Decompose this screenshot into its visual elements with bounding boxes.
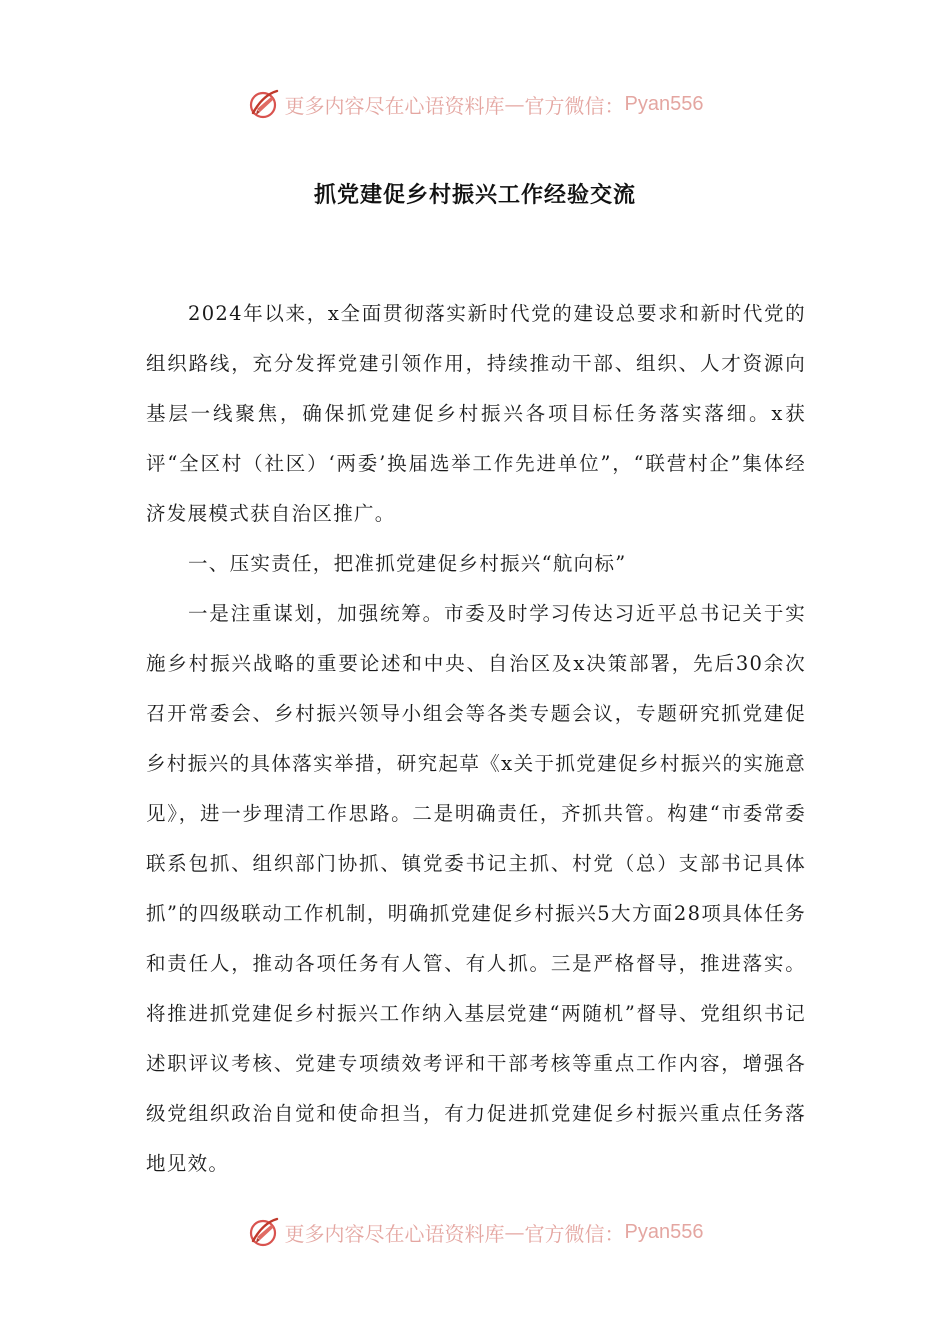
footer-banner-text: 更多内容尽在心语资料库	[284, 1221, 505, 1246]
header-banner-text: 更多内容尽在心语资料库	[284, 93, 505, 118]
footer-watermark-banner	[0, 1212, 950, 1252]
footer-banner-wechat-label: 官方微信：	[524, 1221, 625, 1246]
document-title: 抓党建促乡村振兴工作经验交流	[313, 183, 636, 208]
intro-paragraph: 2024年以来，x全面贯彻落实新时代党的建设总要求和新时代党的组织路线，充分发挥党建引领作用，持续推动干部、组织、人才资源向基层一线聚焦，确保抓党建促乡村振兴各项目标任务落实落细。x获评“全区村（社区）‘两委’换届选举工作先进单位”，“联营村企”集体经济发展模式获自治区推广。	[146, 302, 806, 525]
header-watermark-banner	[0, 84, 950, 124]
footer-banner-separator: —	[504, 1220, 525, 1244]
header-banner-wechat-id: Pyan556	[624, 92, 704, 115]
header-banner-wechat-label: 官方微信：	[524, 93, 625, 118]
document-body	[146, 289, 806, 1189]
header-banner-separator: —	[504, 92, 525, 116]
section-heading-1: 一、压实责任，把准抓党建促乡村振兴“航向标”	[188, 552, 627, 575]
footer-banner-wechat-id: Pyan556	[624, 1220, 704, 1243]
pen-circle-logo-icon	[247, 1215, 281, 1249]
pen-circle-logo-icon	[247, 87, 281, 121]
section-1-paragraph: 一是注重谋划，加强统筹。市委及时学习传达习近平总书记关于实施乡村振兴战略的重要论述和中央、自治区及x决策部署，先后30余次召开常委会、乡村振兴领导小组会等各类专题会议，专题研究抓党建促乡村振兴的具体落实举措，研究起草《x关于抓党建促乡村振兴的实施意见》，进一步理清工作思路。二是明确责任，齐抓共管。构建“市委常委联系包抓、组织部门协抓、镇党委书记主抓、村党（总）支部书记具体抓”的四级联动工作机制，明确抓党建促乡村振兴5大方面28项具体任务和责任人，推动各项任务有人管、有人抓。三是严格督导，推进落实。将推进抓党建促乡村振兴工作纳入基层党建“两随机”督导、党组织书记述职评议考核、党建专项绩效考评和干部考核等重点工作内容，增强各级党组织政治自觉和使命担当，有力促进抓党建促乡村振兴重点任务落地见效。	[146, 602, 806, 1175]
